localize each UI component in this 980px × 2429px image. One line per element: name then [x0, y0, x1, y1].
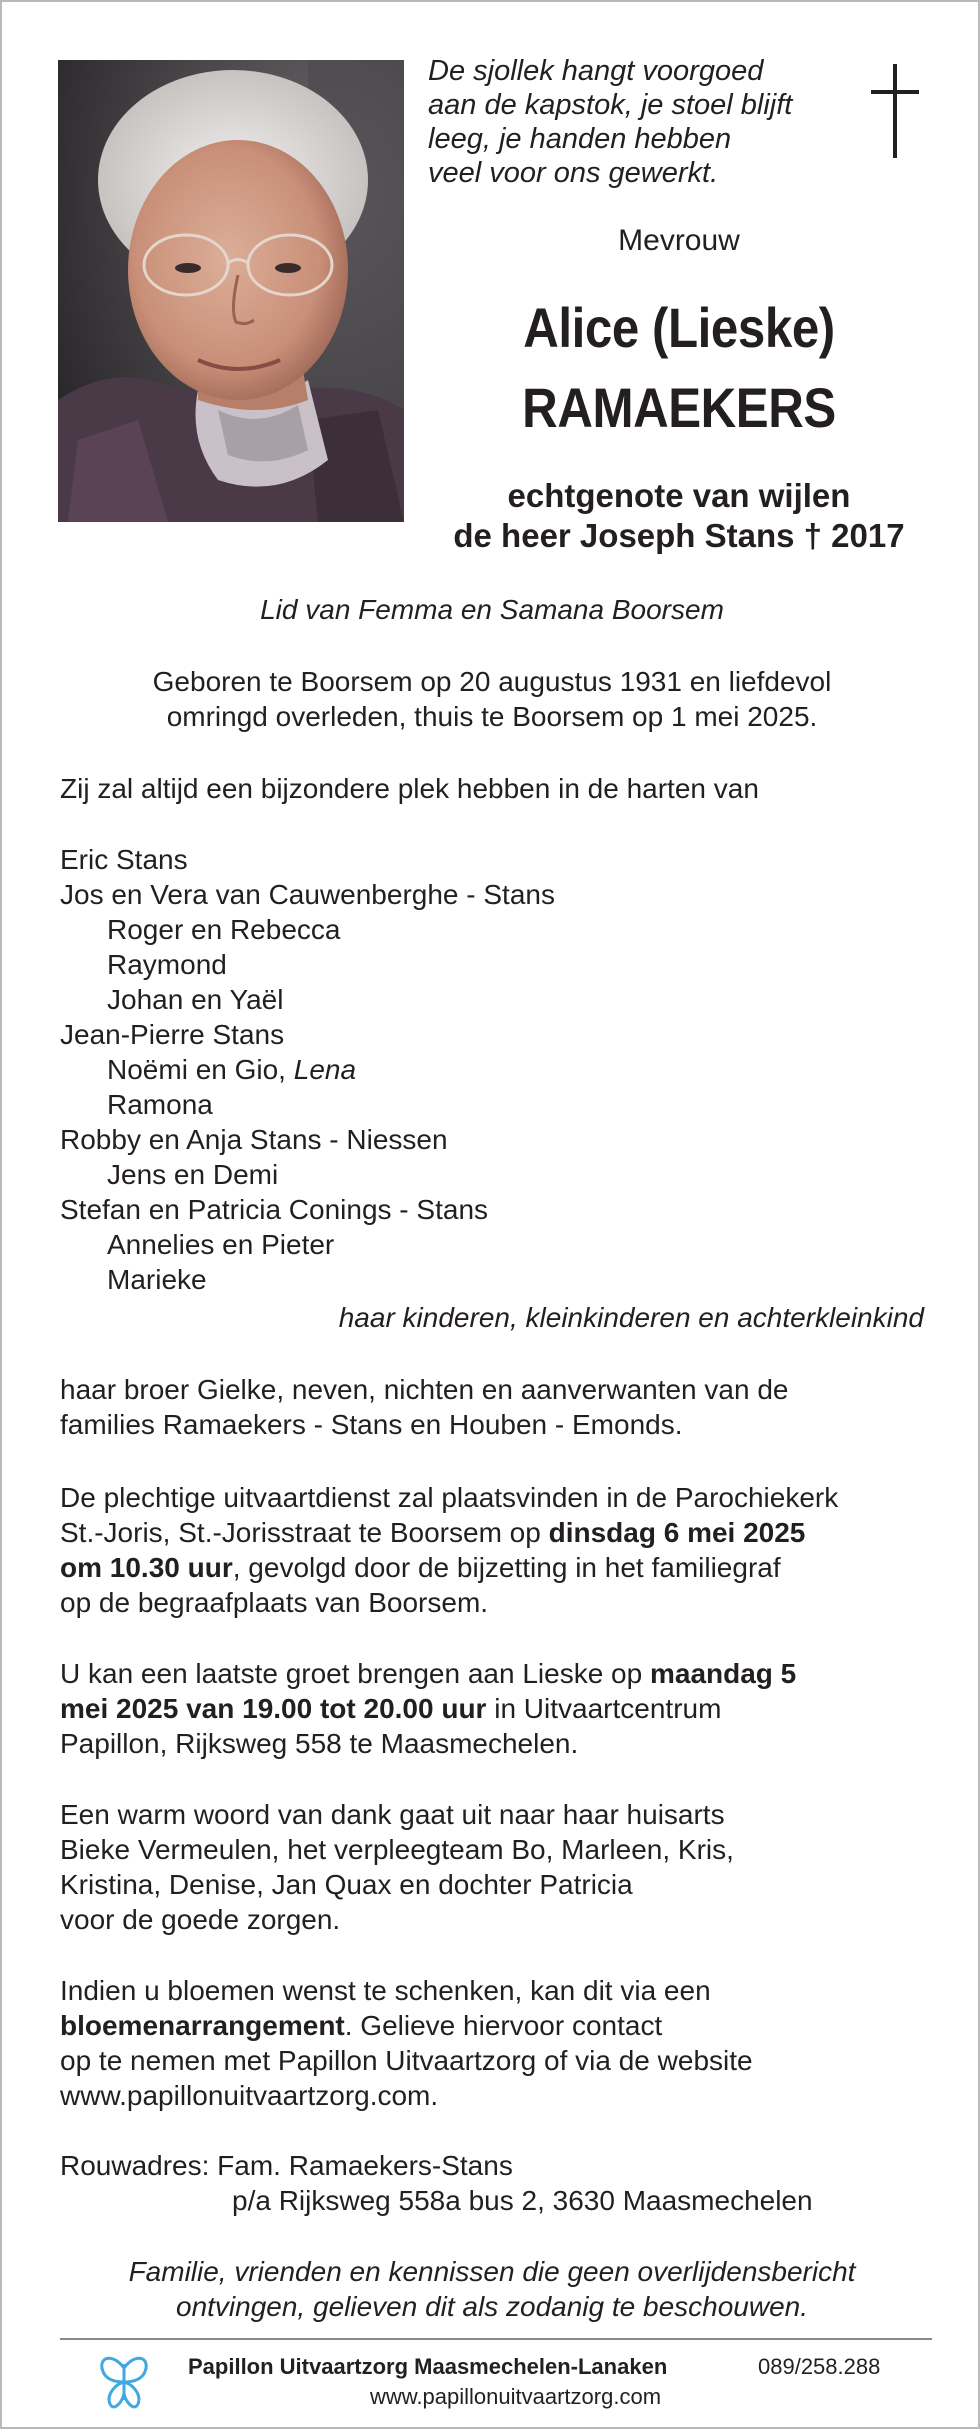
visitation-intro: U kan een laatste groet brengen aan Lieske op: [60, 1658, 650, 1689]
service-time: om 10.30 uur: [60, 1552, 233, 1583]
family-member: Eric Stans: [60, 844, 188, 875]
service-date: dinsdag 6 mei 2025: [548, 1517, 806, 1548]
family-member: [60, 1052, 960, 1087]
latin-cross-icon: [865, 60, 925, 160]
funeral-home-website: www.papillonuitvaartzorg.com: [370, 2384, 662, 2409]
poem-line: veel voor ons gewerkt.: [428, 157, 719, 189]
flowers-contact: . Gelieve hiervoor contact: [344, 2010, 663, 2041]
flowers-info: [60, 1973, 960, 2113]
funeral-service: [60, 1480, 960, 1620]
salutation: Mevrouw: [618, 224, 740, 257]
thanks-line: voor de goede zorgen.: [60, 1904, 341, 1935]
family-member: Annelies en Pieter: [107, 1229, 335, 1260]
family-signature: haar kinderen, kleinkinderen en achterkleinkind: [338, 1302, 924, 1333]
flowers-line: [60, 2008, 960, 2043]
service-line: De plechtige uitvaartdienst zal plaatsvinden in de Parochiekerk: [60, 1482, 839, 1513]
family-member: Robby en Anja Stans - Niessen: [60, 1124, 448, 1155]
relatives: [60, 1372, 960, 1442]
mourning-address-line2: p/a Rijksweg 558a bus 2, 3630 Maasmechelen: [232, 2185, 813, 2216]
poem-line: De sjollek hangt voorgoed: [428, 55, 764, 87]
poem-line: aan de kapstok, je stoel blijft: [428, 89, 793, 121]
service-line: [60, 1550, 960, 1585]
service-line: op de begraafplaats van Boorsem.: [60, 1587, 489, 1618]
butterfly-logo-icon: [98, 2350, 150, 2414]
visitation-line: Papillon, Rijksweg 558 te Maasmechelen.: [60, 1728, 579, 1759]
family-member: Roger en Rebecca: [107, 914, 341, 945]
relatives-line: families Ramaekers - Stans en Houben - Emonds.: [60, 1409, 683, 1440]
visitation-line: [60, 1691, 960, 1726]
flowers-website: www.papillonuitvaartzorg.com.: [60, 2080, 439, 2111]
flowers-arrangement: bloemenarrangement: [60, 2010, 345, 2041]
funeral-home-phone: 089/258.288: [758, 2354, 881, 2379]
membership: Lid van Femma en Samana Boorsem: [260, 594, 724, 625]
family-member: Marieke: [107, 1264, 207, 1295]
family-member: Jens en Demi: [107, 1159, 279, 1190]
relatives-line: haar broer Gielke, neven, nichten en aanverwanten van de: [60, 1374, 789, 1405]
thanks-line: Kristina, Denise, Jan Quax en dochter Patricia: [60, 1869, 633, 1900]
family-member: Jean-Pierre Stans: [60, 1019, 285, 1050]
mourning-address: Rouwadres: Fam. Ramaekers-Stans: [60, 2150, 513, 2181]
family-member: Johan en Yaël: [107, 984, 284, 1015]
portrait-photo: [58, 60, 404, 522]
visitation-day: maandag 5: [649, 1658, 797, 1689]
family-member: Stefan en Patricia Conings - Stans: [60, 1194, 489, 1225]
spouse-line: de heer Joseph Stans † 2017: [453, 517, 905, 554]
flowers-line: Indien u bloemen wenst te schenken, kan dit via een: [60, 1975, 711, 2006]
deceased-surname: RAMAEKERS: [522, 376, 836, 439]
thanks-line: Een warm woord van dank gaat uit naar haar huisarts: [60, 1799, 725, 1830]
family-list: [60, 842, 960, 1297]
visitation-venue: in Uitvaartcentrum: [486, 1693, 722, 1724]
closing-note: ontvingen, gelieven dit als zodanig te beschouwen.: [176, 2291, 808, 2322]
thanks: [60, 1797, 960, 1937]
spouse-line: echtgenote van wijlen: [507, 477, 851, 514]
closing-note: Familie, vrienden en kennissen die geen overlijdensbericht: [128, 2256, 856, 2287]
thanks-line: Bieke Vermeulen, het verpleegteam Bo, Marleen, Kris,: [60, 1834, 734, 1865]
portrait-image: [58, 60, 404, 522]
service-location: St.-Joris, St.-Jorisstraat te Boorsem op: [60, 1517, 549, 1548]
visitation-line: [60, 1656, 960, 1691]
flowers-line: op te nemen met Papillon Uitvaartzorg of via de website: [60, 2045, 753, 2076]
birth-death-line: Geboren te Boorsem op 20 augustus 1931 en liefdevol: [152, 666, 832, 697]
poem-line: leeg, je handen hebben: [428, 123, 732, 155]
family-member: Jos en Vera van Cauwenberghe - Stans: [60, 879, 555, 910]
family-member-names: Noëmi en Gio,: [107, 1054, 294, 1085]
deceased-name: Alice (Lieske): [523, 296, 835, 359]
birth-death-line: omringd overleden, thuis te Boorsem op 1 mei 2025.: [166, 701, 818, 732]
funeral-home-name: Papillon Uitvaartzorg Maasmechelen-Lanaken: [188, 2354, 668, 2379]
footer-divider: [60, 2338, 932, 2340]
service-line: [60, 1515, 960, 1550]
service-burial: , gevolgd door de bijzetting in het familiegraf: [232, 1552, 781, 1583]
poem: [428, 54, 848, 190]
family-member-child: Lena: [293, 1054, 357, 1085]
hearts-intro: Zij zal altijd een bijzondere plek hebben in de harten van: [60, 773, 759, 804]
visitation: [60, 1656, 960, 1761]
family-member: Raymond: [107, 949, 227, 980]
family-member: Ramona: [107, 1089, 213, 1120]
visitation-time: mei 2025 van 19.00 tot 20.00 uur: [60, 1693, 487, 1724]
